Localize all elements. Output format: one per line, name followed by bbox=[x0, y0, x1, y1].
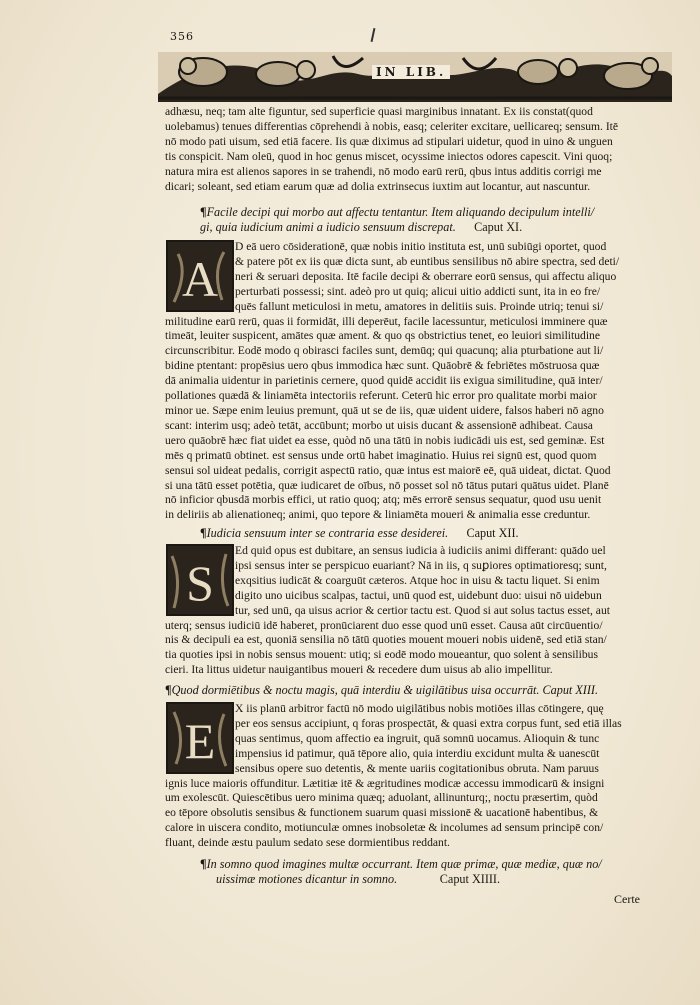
text-line: uero quāobrē hæc fiat uidet ea esse, quòd nō una tātū in nobis iudicādi uis est, sed geminæ. Est bbox=[165, 433, 605, 447]
text-line: impensius id patimur, quā tēpore alio, quia interdiu excidunt multa & uanescūt bbox=[235, 746, 600, 760]
text-line: tis conspicit. Nam oleū, quod in hoc genus miscet, ocyssime iniectos odores capescit. Vini quoq; bbox=[165, 149, 613, 163]
ink-mark bbox=[371, 28, 376, 42]
text-line: cieri. Ita littus uidetur nauigantibus moueri & recedere dum uisus ab alio impellitur. bbox=[165, 663, 553, 677]
pilcrow-icon: ¶ bbox=[200, 857, 207, 871]
text-line: sensui sol uideat pedalis, corrigit aspectū ratio, quæ intus est maiorē eē, quā uideat, dictat. Quod bbox=[165, 463, 611, 477]
text-line: fluant, deinde æstu paulum sedato sese dormientibus reddant. bbox=[165, 836, 450, 850]
paragraph-chapter-xi bbox=[165, 240, 650, 523]
text-line: neri & seruari deposita. Itē facile decipi & oberrare eorū sensus, qui affectu aliquo bbox=[235, 269, 617, 283]
text-line: perturbati possessi; sint. adeò pro ut quiq; alicui uitio addicti sunt, ita in eo fre/ bbox=[235, 284, 601, 298]
chapter-heading-xi bbox=[200, 205, 650, 235]
text-line: bidine ptentant: propēsius uero qbus immodica hæc sunt. Quāobrē & febriētes mōstruosa quæ bbox=[165, 359, 600, 373]
text-line: sensibus opere suo detentis, & mente uariis cogitationibus obruta. Nam paruus bbox=[235, 761, 599, 775]
text-line: digito uno uicibus scalpas, tactui, unū quod est, uidebunt duo: uisui nō uidebun bbox=[235, 588, 602, 602]
catchword: Certe bbox=[614, 892, 640, 906]
text-line: uolebamus) tenues differentias cōprehendi à nobis, easq; celeriter excitare, uellicareq; sensum. Itē bbox=[165, 119, 619, 133]
chapter-heading-xiiii bbox=[200, 857, 650, 887]
text-line: tia quoties ipsi in nobis sensus mouent: utiq; si eodē modo moueantur, quo solent à sensilibus bbox=[165, 648, 598, 662]
heading-text: Facile decipi qui morbo aut affectu tentantur. Item aliquando decipulum intelli/ bbox=[206, 205, 595, 219]
text-line: ipsi sensus inter se perspicuo euariant? Nā in iis, q suꝑiores optimatioresq; sunt, bbox=[235, 558, 607, 572]
text-line: tur, sed unū, qa uisus acrior & certior tactu est. Quod si aut solus tactus esset, aut bbox=[235, 603, 610, 617]
text-line: calore in uiscera condito, motiunculæ omnes inobsoletæ & incolumes ad sensum principē con/ bbox=[165, 821, 604, 835]
text-line: X iis planū arbitror factū nō modo uigilātibus nobis motiōes illas cōtingere, quę bbox=[235, 702, 604, 715]
text-line: Ed quid opus est dubitare, an sensus iudicia à iudiciis animi differant: quādo uel bbox=[235, 544, 606, 557]
text-line: adhæsu, neq; tam alte figuntur, sed superficie quasi marginibus innatant. Ex iis constat(quod bbox=[165, 105, 593, 118]
pilcrow-icon: ¶ bbox=[200, 526, 207, 540]
chapter-heading-xii bbox=[200, 526, 650, 541]
text-line: timeāt, leuiter suspicent, amātes quæ ament. & quo qs obstrictius tenet, eo leuiori similitudine bbox=[165, 329, 601, 343]
text-line: pollationes quædā & liniamēta intectoriis referunt. Ceterū hic error pro qualitate morbi maior bbox=[165, 389, 597, 403]
initial-letter: S bbox=[186, 555, 214, 611]
text-line: quēs fallunt meticulosi in metu, amatores in delitiis suis. Proinde utriq; tenui si/ bbox=[235, 299, 604, 313]
text-line: in deliriis ab alienationeq; animi, quo tepore & liniamēta moueri & animalia esse creduntur. bbox=[165, 508, 591, 522]
text-line: & patere pōt ex iis quæ dicta sunt, ab euntibus sensilibus nō abire spectra, sed deti/ bbox=[235, 254, 620, 268]
chapter-heading-xiii bbox=[165, 683, 655, 698]
text-line: eo tēpore obsolutis sensibus & functionem suarum quasi missionē & uacationē habentibus, & bbox=[165, 806, 599, 820]
text-line: militudine earū rerū, quas ii formidāt, illi deperēut, facile lacessuntur, meticulosi imminere quæ bbox=[165, 314, 608, 328]
folio-number: 356 bbox=[170, 30, 194, 43]
initial-letter: A bbox=[181, 251, 219, 307]
text-line: ignis luce maioris offunditur. Lætitiæ itē & ægritudines modicæ accessu immodicarū & insigni bbox=[165, 776, 605, 790]
text-line: per eos sensus accipiunt, q foras prospectāt, & quasi extra corpus funt, sed etiā illas bbox=[235, 716, 622, 730]
text-line: dā animalia uidentur in parietinis cernere, quod quidē accidit iis exigua similitudine, quā inter/ bbox=[165, 374, 603, 388]
text-line: um exolescūt. Quiescētibus uero minima quæq; aduolant, allinunturq;, noctu præsertim, quòd bbox=[165, 791, 598, 805]
text-line: nō modo pati uisum, sed etiā facere. Iis quæ diximus ad stipulari uidetur, quod in uino & unguen bbox=[165, 134, 613, 148]
text-line: minor ue. Sæpe enim leuius premunt, quā ut se de iis, quæ uident uidere, falsos haberi nō agno bbox=[165, 403, 604, 417]
caput-label: Caput XI. bbox=[474, 220, 523, 234]
heading-text: In somno quod imagines multæ occurrant. Item quæ primæ, quæ mediæ, quæ no/ bbox=[206, 857, 602, 871]
paragraph-continuation bbox=[165, 105, 650, 194]
pilcrow-icon: ¶ bbox=[165, 683, 172, 697]
heading-text: uissimæ motiones dicantur in somno. bbox=[216, 872, 398, 886]
paragraph-chapter-xii bbox=[165, 544, 650, 678]
caput-label: Caput XIIII. bbox=[439, 872, 501, 886]
running-head: IN LIB. bbox=[372, 65, 450, 79]
heading-text: Iudicia sensuum inter se contraria esse desiderei. bbox=[206, 526, 449, 540]
heading-text: Quod dormiētibus & noctu magis, quā interdiu & uigilātibus uisa occurrāt. Caput XIII. bbox=[171, 683, 599, 697]
text-line: nis & decipuli ea est, quoniā sensilia nō tātū quoties mouent moueri nobis uidenē, sed etiā stan/ bbox=[165, 633, 607, 647]
text-line: nō inficior qbusdā morbis effici, ut ratio quoq; atq; mēs errorē sensus sequatur, quod usu uenit bbox=[165, 493, 602, 507]
text-line: quas sentimus, quom affectio ea ingruit, quā somnū uocamus. Alioquin & tunc bbox=[235, 731, 600, 745]
text-line: D eā uero cōsiderationē, quæ nobis initio instituta est, unū subiūgi oportet, quod bbox=[235, 240, 607, 253]
text-line: mēs q primatū obtinet. est sensus unde ortū habet imaginatio. Huius rei signū est, quod quom bbox=[165, 448, 597, 462]
text-line: exqsitius iudicāt & coarguūt cæteros. Atque hoc in uisu & tactu liquet. Si enim bbox=[235, 573, 600, 587]
text-line: natura mira est alienos sapores in se trahendi, nō modo earū rerū, qbus intus additis corrigi me bbox=[165, 164, 602, 178]
text-line: si una tātū esset potētia, quæ iudicaret de oībus, nō posset sol nō tātus putari quātus uidet. Planē bbox=[165, 478, 609, 492]
text-line: uterq; sensus iudiciū idē haberet, pronūciarent duo esse quod unū esset. Causa aūt circūuentio/ bbox=[165, 618, 603, 632]
caput-label: Caput XII. bbox=[466, 526, 519, 540]
text-line: scant: interim usq; adeò tetāt, accūbunt; morbo ut uisis ducant & assensionē adhibeat. Causa bbox=[165, 418, 593, 432]
pilcrow-icon: ¶ bbox=[200, 205, 207, 219]
initial-letter: E bbox=[184, 713, 216, 769]
text-line: circunscribitur. Eodē modo q obirasci faciles sunt, demūq; qui quacunq; alia pturbatione aut li/ bbox=[165, 344, 604, 358]
heading-text: gi, quia iudicium animi a iudicio sensuum discrepat. bbox=[200, 220, 456, 234]
text-line: dicari; soleant, sed etiam earum quæ ad dolia extrinsecus iuxtim aut locantur, aut nascuntur. bbox=[165, 179, 591, 193]
paragraph-chapter-xiii bbox=[165, 702, 650, 851]
